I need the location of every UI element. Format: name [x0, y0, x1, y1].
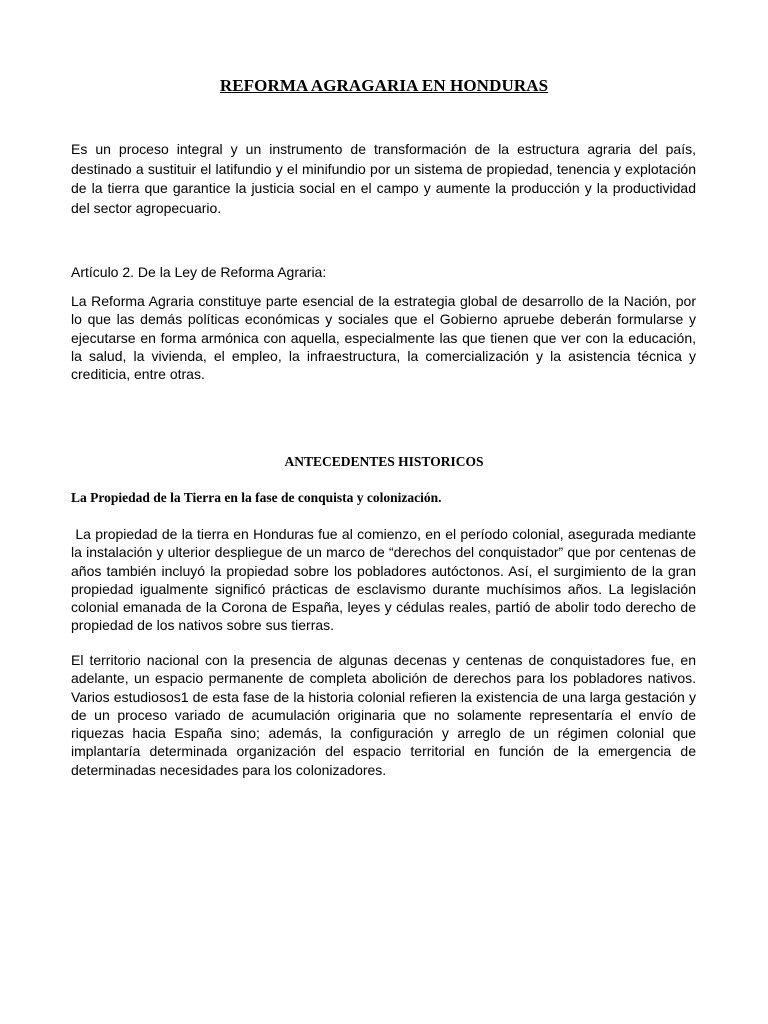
history-paragraph-2: El territorio nacional con la presencia de algunas decenas y centenas de conquistadores fue, en adelante, un espacio permanente de completa abolición de derechos para los pobladores nativos. Varios estudiosos1 de esta fase de la historia colonial refieren la existencia de una larga gestación y de un proceso variado de acumulación originaria que no solamente representaría el envío de riquezas hacia España sino; además, la configuración y arreglo de un régimen colonial que implantaría determinada organización del espacio territorial en función de la emergencia de determinadas necesidades para los colonizadores.	[71, 652, 696, 778]
article-paragraph: La Reforma Agraria constituye parte esencial de la estrategia global de desarrollo de la Nación, por lo que las demás políticas económicas y sociales que el Gobierno apruebe deberán formularse y ejecutarse en forma armónica con aquella, especialmente las que tienen que ver con la educación, la salud, la vivienda, el empleo, la infraestructura, la comercialización y la asistencia técnica y crediticia, entre otras.	[71, 293, 696, 383]
sub-heading: La Propiedad de la Tierra en la fase de conquista y colonización.	[71, 490, 442, 505]
section-heading: ANTECEDENTES HISTORICOS	[284, 454, 484, 469]
article-label: Artículo 2. De la Ley de Reforma Agraria:	[71, 264, 327, 280]
document-title: REFORMA AGRAGARIA EN HONDURAS	[219, 76, 549, 95]
intro-paragraph: Es un proceso integral y un instrumento de transformación de la estructura agraria del país, destinado a sustituir el latifundio y el minifundio por un sistema de propiedad, tenencia y explotación de la tierra que garantice la justicia social en el campo y aumente la producción y la productividad del sector agropecuario.	[71, 141, 696, 217]
history-paragraph-1: La propiedad de la tierra en Honduras fue al comienzo, en el período colonial, asegurada mediante la instalación y ulterior despliegue de un marco de “derechos del conquistador” que por centenas de años también incluyó la propiedad sobre los pobladores autóctonos. Así, el surgimiento de la gran propiedad igualmente significó prácticas de esclavismo durante muchísimos años. La legislación colonial emanada de la Corona de España, leyes y cédulas reales, partió de abolir todo derecho de propiedad de los nativos sobre sus tierras.	[71, 526, 700, 634]
